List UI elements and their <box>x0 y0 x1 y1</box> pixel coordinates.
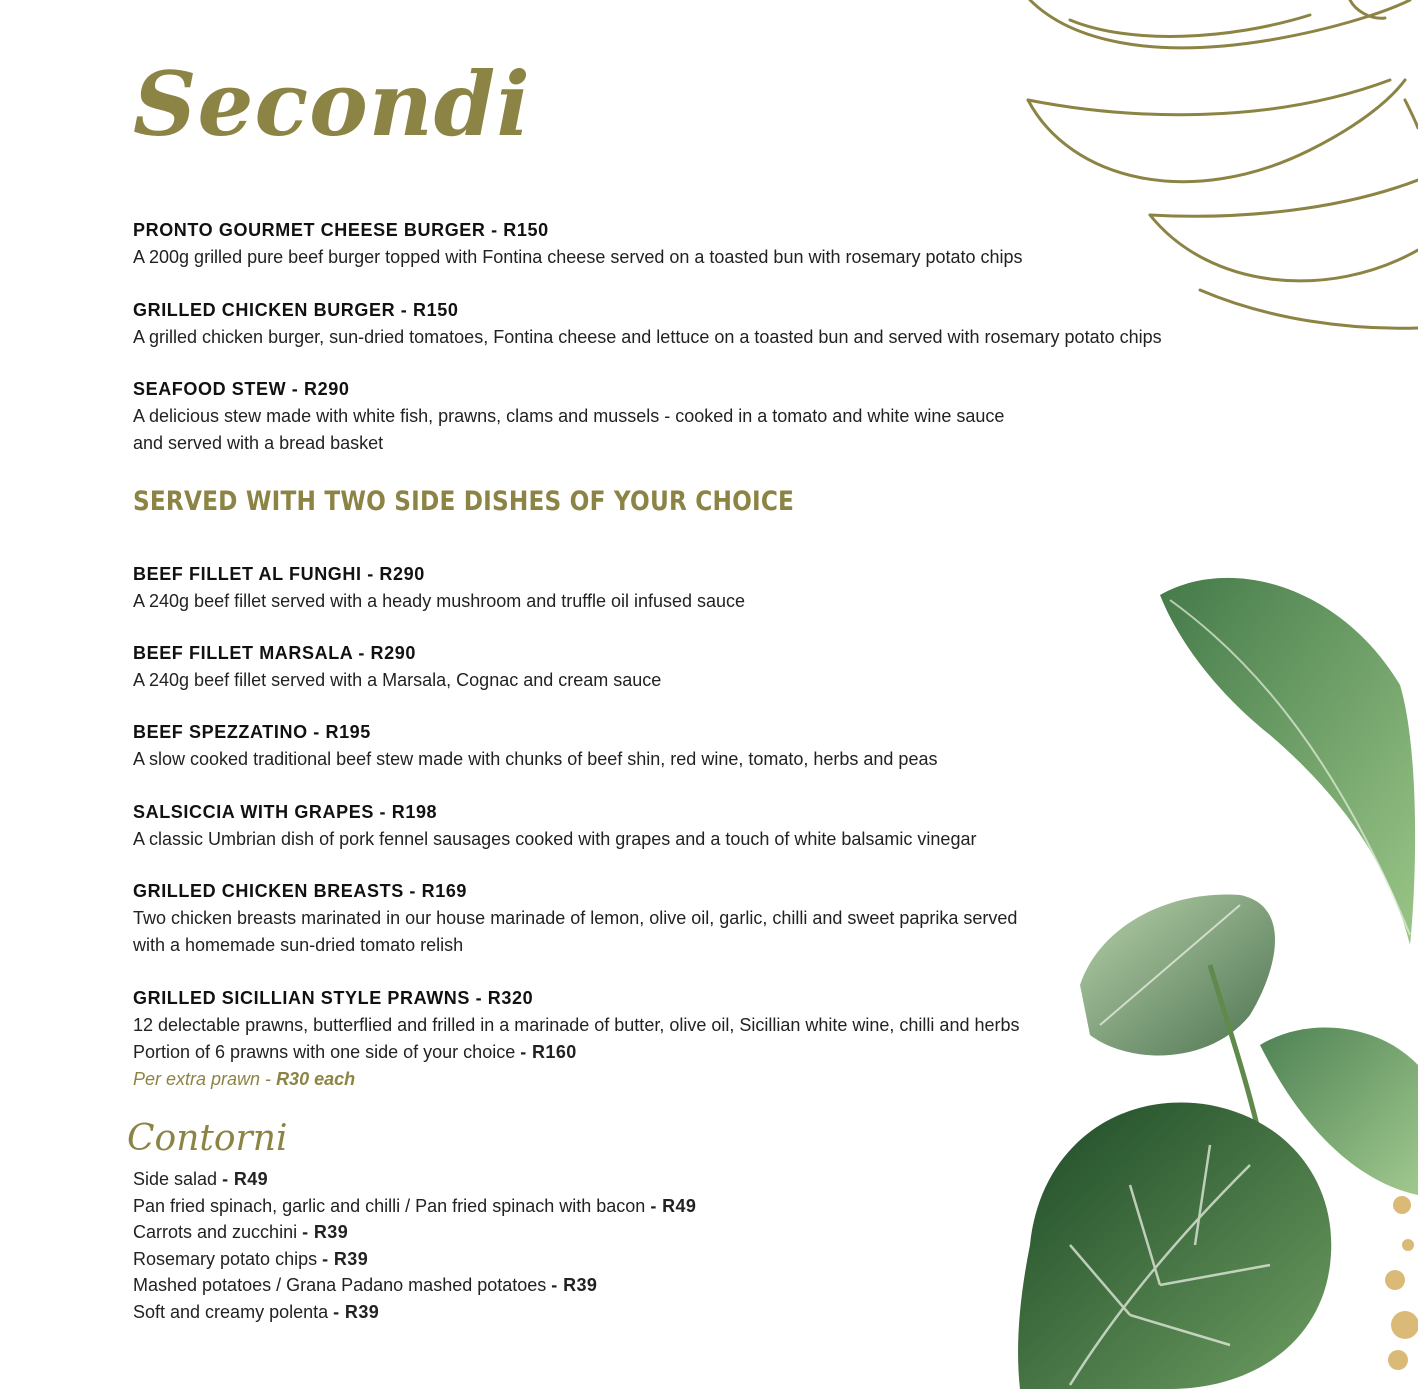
contorni-heading: Contorni <box>127 1118 288 1159</box>
side-dish-name: Mashed potatoes / Grana Padano mashed potatoes <box>133 1275 547 1296</box>
menu-item-description: A grilled chicken burger, sun-dried tomatoes, Fontina cheese and lettuce on a toasted bun and served with rosemary potato chips <box>133 327 1162 347</box>
menu-item-description: A 240g beef fillet served with a Marsala, Cognac and cream sauce <box>133 670 662 690</box>
side-dish-price: - R39 <box>302 1222 349 1243</box>
side-dish-price: - R49 <box>222 1169 269 1189</box>
side-dish-item <box>133 1166 696 1193</box>
menu-item-description: 12 delectable prawns, butterflied and frilled in a marinade of butter, olive oil, Sicillian white wine, chilli and herbs <box>133 1015 1020 1035</box>
prawn-extra-price: R30 each <box>276 1069 356 1089</box>
menu-item <box>133 218 1213 271</box>
menu-item-name: BEEF FILLET MARSALA - R290 <box>133 643 416 663</box>
side-dish-name: Soft and creamy polenta <box>133 1301 329 1322</box>
side-dish-name: Side salad <box>133 1169 218 1189</box>
side-dish-item <box>133 1246 696 1273</box>
menu-item-description: A 200g grilled pure beef burger topped with Fontina cheese served on a toasted bun with rosemary potato chips <box>133 247 1023 267</box>
menu-item-name: BEEF SPEZZATINO - R195 <box>133 722 371 742</box>
menu-item-name: BEEF FILLET AL FUNGHI - R290 <box>133 564 425 584</box>
prawn-portion-line <box>133 1039 1213 1066</box>
menu-item-description: A classic Umbrian dish of pork fennel sausages cooked with grapes and a touch of white balsamic vinegar <box>133 829 977 849</box>
side-dish-price: - R39 <box>333 1301 380 1322</box>
menu-item-name: GRILLED CHICKEN BURGER - R150 <box>133 300 459 320</box>
section-heading: SERVED WITH TWO SIDE DISHES OF YOUR CHOICE <box>133 486 795 517</box>
menu-item <box>133 800 1213 853</box>
prawn-extra-text: Per extra prawn - <box>133 1069 277 1089</box>
menu-item <box>133 720 1213 773</box>
menu-item <box>133 986 1213 1093</box>
menu-item-description: A 240g beef fillet served with a heady mushroom and truffle oil infused sauce <box>133 591 746 611</box>
side-dish-name: Rosemary potato chips <box>133 1248 318 1269</box>
prawn-extra-note <box>133 1066 1213 1093</box>
menu-item-description: with a homemade sun-dried tomato relish <box>133 935 464 955</box>
prawn-portion-text: Portion of 6 prawns with one side of your choice <box>133 1042 516 1062</box>
menu-item <box>133 879 1213 959</box>
menu-item-name: SEAFOOD STEW - R290 <box>133 379 350 399</box>
leaf-outline-illustration <box>1010 0 1418 340</box>
menu-item-name: SALSICCIA WITH GRAPES - R198 <box>133 802 438 822</box>
page-title: Secondi <box>133 52 531 156</box>
side-dish-item <box>133 1193 696 1220</box>
menu-item <box>133 641 1213 694</box>
side-dishes-list <box>133 1166 696 1326</box>
side-dish-name: Pan fried spinach, garlic and chilli / Pan fried spinach with bacon <box>133 1195 646 1216</box>
side-dish-price: - R39 <box>322 1248 369 1269</box>
side-dish-price: - R49 <box>650 1195 697 1216</box>
menu-item <box>133 377 1213 457</box>
menu-item-name: GRILLED CHICKEN BREASTS - R169 <box>133 881 468 901</box>
side-dish-price: - R39 <box>551 1275 598 1296</box>
menu-item-description: A delicious stew made with white fish, prawns, clams and mussels - cooked in a tomato and white wine sauce <box>133 406 1005 426</box>
menu-item-description: A slow cooked traditional beef stew made with chunks of beef shin, red wine, tomato, herbs and peas <box>133 749 938 769</box>
menu-item-name: GRILLED SICILLIAN STYLE PRAWNS - R320 <box>133 988 534 1008</box>
menu-item-name: PRONTO GOURMET CHEESE BURGER - R150 <box>133 220 549 240</box>
menu-item-description: Two chicken breasts marinated in our house marinade of lemon, olive oil, garlic, chilli and sweet paprika served <box>133 908 1018 928</box>
side-dish-item <box>133 1219 696 1246</box>
side-dish-item <box>133 1272 696 1299</box>
menu-item <box>133 298 1213 351</box>
prawn-portion-price: - R160 <box>520 1042 577 1062</box>
menu-item <box>133 562 1213 615</box>
side-dish-name: Carrots and zucchini <box>133 1222 298 1243</box>
side-dish-item <box>133 1299 696 1326</box>
menu-item-description: and served with a bread basket <box>133 433 384 453</box>
